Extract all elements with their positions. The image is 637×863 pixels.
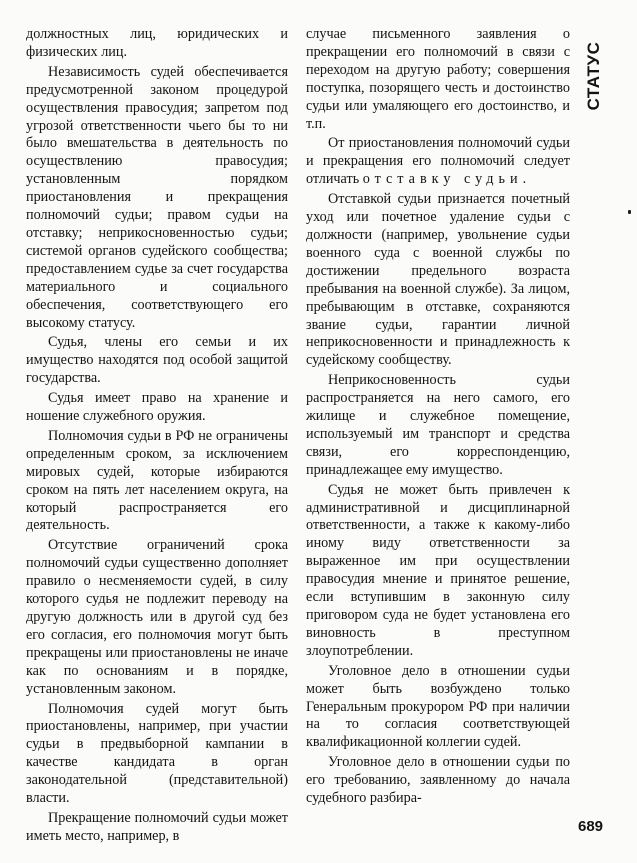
paragraph: должностных лиц, юридических и физических лиц. [26,26,288,60]
left-column [26,26,288,846]
running-head-text: СТАТУС [584,41,603,111]
paragraph: Независимость судей обеспечивается предусмотренной законом процедурой осуществления правосудия; запретом под угрозой ответственности чьего бы то ни было вмешательства в деятельность по осуществлению правосудия; установленным порядком приостановления и прекращения полномочий судьи; правом судьи на отставку; неприкосновенностью судьи; системой органов судейского сообщества; предоставлением судье за счет государства материального и социального обеспечения, соответствующего его высокому статусу. [26,63,288,331]
paragraph: Отсутствие ограничений срока полномочий судьи существенно дополняет правило о несменяемости судей, в силу которого судья не подлежит переводу на другую должность или в другой суд без его согласия, его полномочия могут быть прекращены или приостановлены не иначе как по основаниям и в порядке, установленным законом. [26,537,288,697]
paragraph: Судья имеет право на хранение и ношение служебного оружия. [26,390,288,425]
paragraph: Полномочия судей могут быть приостановлены, например, при участии судьи в предвыборной кампании в качестве кандидата в орган законодательной (представительной) власти. [26,700,288,807]
paragraph-text: . [522,171,527,188]
paragraph: случае письменного заявления о прекращении его полномочий в связи с переходом на другую работу; совершения поступка, позорящего честь и достоинство судьи или умаляющего его достоинство, и т.п. [306,26,570,132]
paragraph [306,135,570,189]
paragraph: Полномочия судьи в РФ не ограничены определенным сроком, за исключением мировых судей, которые избираются сроком на пять лет населением округа, на который распространяется его деятельность. [26,427,288,534]
paragraph: Судья, члены его семьи и их имущество находятся под особой защитой государства. [26,334,288,387]
spaced-emphasis: отставку судьи [362,171,523,188]
right-column [306,26,570,808]
paragraph: Уголовное дело в отношении судьи по его требованию, заявленному до начала судебного разбира- [306,754,570,807]
running-head [583,36,605,116]
paragraph-text: От приостановления полномочий судьи и прекращения его полномочий следует отличать [306,135,570,188]
paragraph: Отставкой судьи признается почетный уход или почетное удаление судьи с должности (например, увольнение судьи военного суда с военной службы по достижении предельного возраста пребывания на военной службе). За лицом, пребывающим в отставке, сохраняются звание судьи, гарантии личной неприкосновенности и принадлежность к судейскому сообществу. [306,191,570,369]
paragraph: Судья не может быть привлечен к административной и дисциплинарной ответственности, а также к какому-либо иному виду ответственности за выраженное им при осуществлении правосудия мнение и принятое решение, если вступившим в законную силу приговором суда не будет установлена его виновность в преступном злоупотреблении. [306,481,570,659]
paragraph: Прекращение полномочий судьи может иметь место, например, в [26,809,288,844]
paragraph: Уголовное дело в отношении судьи может быть возбуждено только Генеральным прокурором РФ при наличии на то согласия соответствующей квалификационной коллегии судей. [306,662,570,751]
page-number: 689 [578,818,604,835]
print-speck [628,210,631,214]
paragraph: Неприкосновенность судьи распространяется на него самого, его жилище и служебное помещение, используемый им транспорт и средства связи, его корреспонденцию, принадлежащее ему имущество. [306,372,570,478]
